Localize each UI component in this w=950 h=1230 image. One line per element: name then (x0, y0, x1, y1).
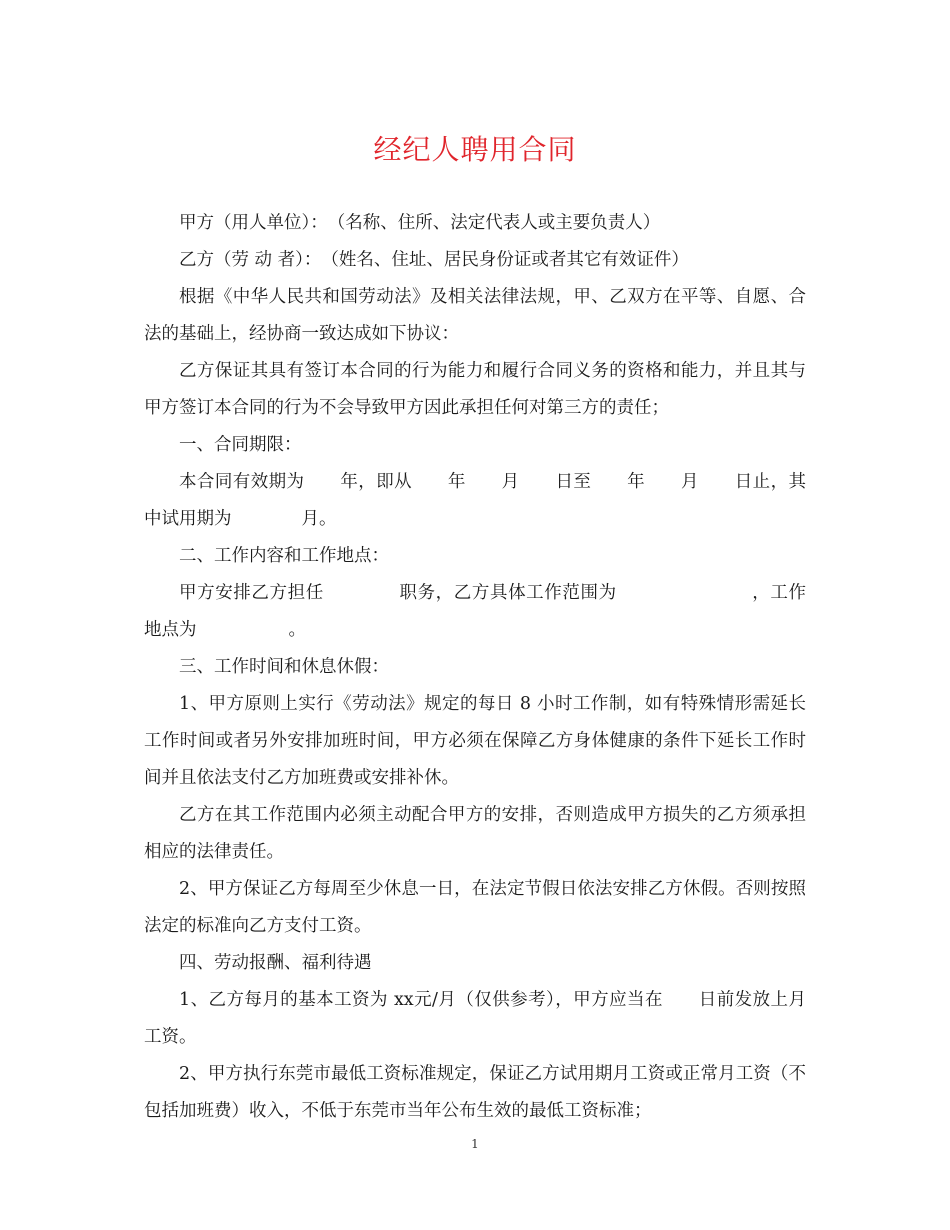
section-heading-work: 二、工作内容和工作地点： (179, 546, 389, 566)
pay-paragraph-1: 1、乙方每月的基本工资为 xx元/月（仅供参考），甲方应当在 日前发放上月工资。 (144, 990, 806, 1047)
work-text-3: ，工作地点为 (144, 583, 807, 640)
party-a-line: 甲方（用人单位）： （名称、住所、法定代表人或主要负责人） (179, 213, 661, 233)
hours-paragraph-3: 2、甲方保证乙方每周至少休息一日，在法定节假日依法安排乙方休假。否则按照法定的标准向乙方支付工资。 (144, 879, 806, 936)
basis-paragraph: 根据《中华人民共和国劳动法》及相关法律法规，甲、乙双方在平等、自愿、合法的基础上，经协商一致达成如下协议： (144, 287, 806, 344)
section-heading-hours: 三、工作时间和休息休假： (179, 657, 389, 677)
pay-paragraph-2: 2、甲方执行东莞市最低工资标准规定，保证乙方试用期月工资或正常月工资（不包括加班费）收入，不低于东莞市当年公布生效的最低工资标准； (144, 1064, 806, 1121)
hours-paragraph-1: 1、甲方原则上实行《劳动法》规定的每日 8 小时工作制，如有特殊情形需延长工作时间或者另外安排加班时间，甲方必须在保障乙方身体健康的条件下延长工作时间并且依法支付乙方加班费或安排补休。 (144, 694, 806, 788)
page-number: 1 (471, 1137, 479, 1151)
work-text-4: 。 (288, 620, 306, 640)
term-paragraph: 本合同有效期为 年，即从 年 月 日至 年 月 日止，其中试用期为 月。 (144, 472, 806, 529)
section-heading-term: 一、合同期限： (179, 435, 302, 455)
party-b-line: 乙方（劳 动 者）： （姓名、住址、居民身份证或者其它有效证件） (179, 250, 689, 270)
section-heading-pay: 四、劳动报酬、福利待遇 (179, 953, 372, 973)
work-text-2: 职务，乙方具体工作范围为 (398, 583, 617, 603)
document-body (144, 205, 806, 1130)
guarantee-paragraph: 乙方保证其具有签订本合同的行为能力和履行合同义务的资格和能力，并且其与甲方签订本合同的行为不会导致甲方因此承担任何对第三方的责任； (144, 361, 806, 418)
work-paragraph (144, 575, 806, 649)
hours-paragraph-2: 乙方在其工作范围内必须主动配合甲方的安排，否则造成甲方损失的乙方须承担相应的法律责任。 (144, 805, 806, 862)
document-title: 经纪人聘用合同 (373, 133, 577, 166)
work-text-1: 甲方安排乙方担任 (179, 583, 324, 603)
